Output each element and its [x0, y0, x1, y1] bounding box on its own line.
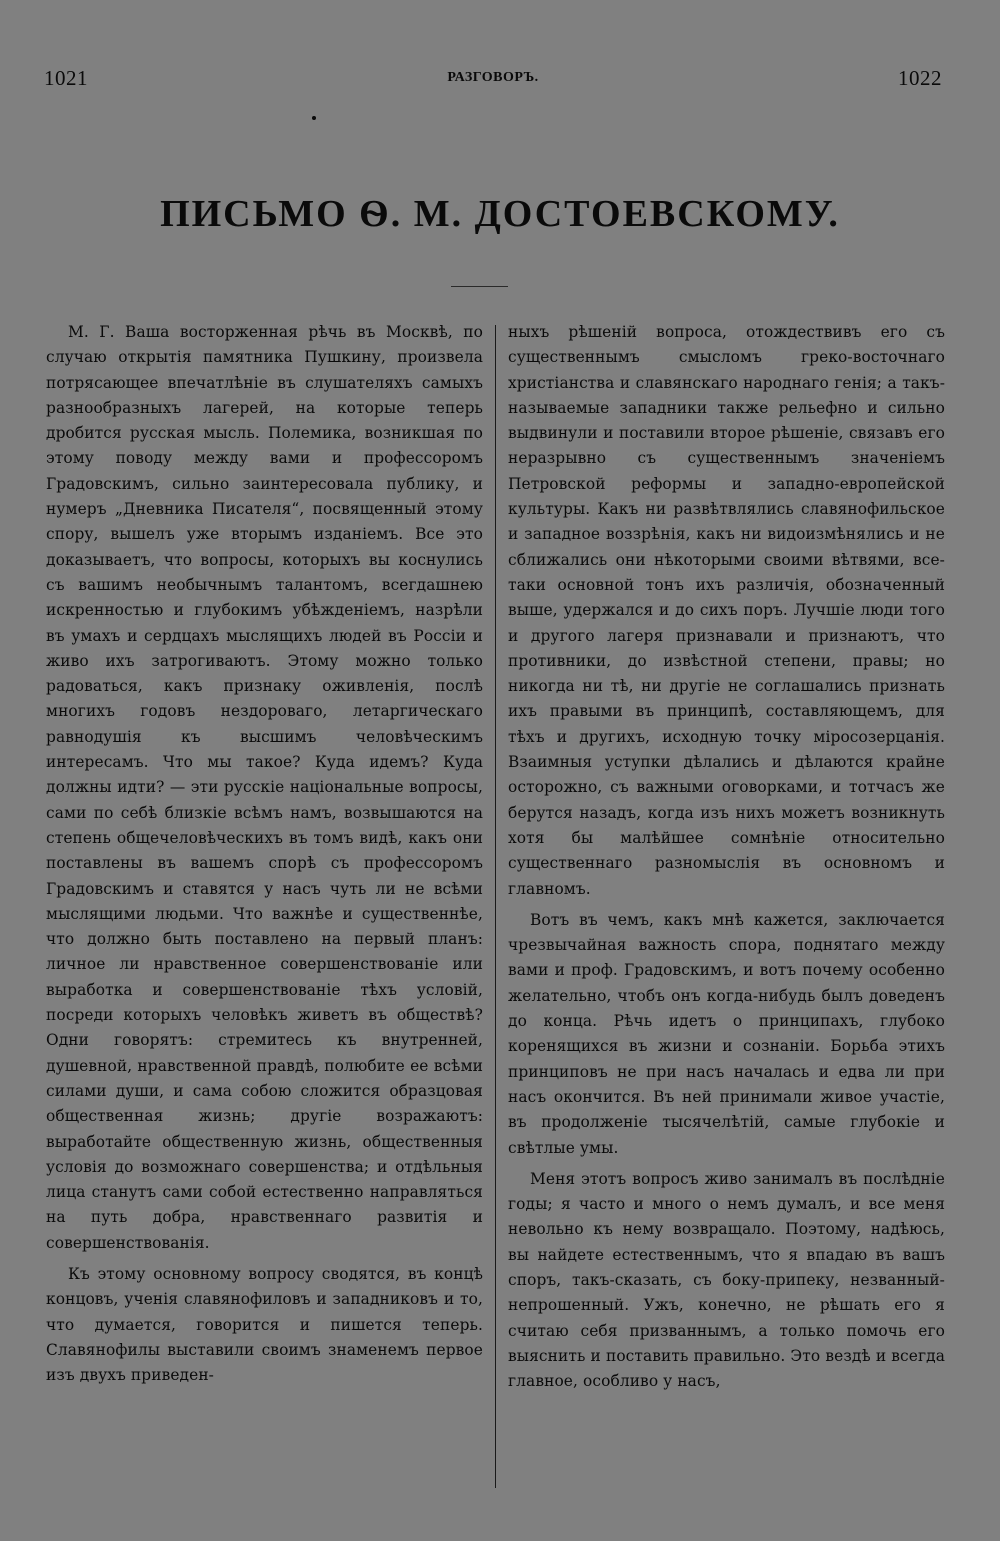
- paragraph: Вотъ въ чемъ, какъ мнѣ кажется, заключается чрезвычайная важность спора, поднятаго между вами и проф. Градовскимъ, и вотъ почему особенно желательно, чтобъ онъ когда-нибудь былъ доведенъ до конца. Рѣчь идетъ о принципахъ, глубоко коренящихся въ жизни и сознаніи. Борьба этихъ принциповъ не при насъ началась и едва ли при насъ окончится. Въ ней принимали живое участіе, въ продолженіе тысячелѣтій, самые глубокіе и свѣтлые умы.: [508, 910, 945, 1157]
- print-speck: [312, 116, 316, 120]
- title-rule: [451, 286, 508, 287]
- left-column: [46, 320, 483, 1394]
- paragraph: ныхъ рѣшеній вопроса, отождествивъ его съ существеннымъ смысломъ греко-восточнаго христіанства и славянскаго народнаго генія; а такъ-называемые западники также рельефно и сильно выдвинули и поставили второе рѣшеніе, связавъ его неразрывно съ существеннымъ значеніемъ Петровской реформы и западно-европейской культуры. Какъ ни развѣтвлялись славянофильское и западное воззрѣнія, какъ ни видоизмѣнялись и не сближались они нѣкоторыми своими вѣтвями, все-таки основной тонъ ихъ различія, обозначенный выше, удержался и до сихъ поръ. Лучшіе люди того и другого лагеря признавали и признаютъ, что противники, до извѣстной степени, правы; но никогда ни тѣ, ни другіе не соглашались признать ихъ правыми въ принципѣ, составляющемъ, для тѣхъ и другихъ, исходную точку міросозерцанія. Взаимныя уступки дѣлались и дѣлаются крайне осторожно, съ важными оговорками, и тотчасъ же берутся назадъ, когда изъ нихъ можетъ возникнуть хотя бы малѣйшее сомнѣніе относительно существеннаго разномыслія въ основномъ и главномъ.: [508, 323, 945, 898]
- paragraph: М. Г. Ваша восторженная рѣчь въ Москвѣ, по случаю открытія памятника Пушкину, произвела потрясающее впечатлѣніе въ слушателяхъ самыхъ разнообразныхъ лагерей, на которые теперь дробится русская мысль. Полемика, возникшая по этому поводу между вами и профессоромъ Градовскимъ, сильно заинтересовала публику, и нумеръ „Дневника Писателя“, посвященный этому спору, вышелъ уже вторымъ изданіемъ. Все это доказываетъ, что вопросы, которыхъ вы коснулись съ вашимъ необычнымъ талантомъ, всегдашнею искренностью и глубокимъ убѣжденіемъ, назрѣли въ умахъ и сердцахъ мыслящихъ людей въ Россіи и живо ихъ затрогиваютъ. Этому можно только радоваться, какъ признаку оживленія, послѣ многихъ годовъ нездороваго, летаргическаго равнодушія къ высшимъ человѣческимъ интересамъ. Что мы такое? Куда идемъ? Куда должны идти? — эти русскіе національные вопросы, сами по себѣ близкіе всѣмъ намъ, возвышаются на степень общечеловѣческихъ въ томъ видѣ, какъ они поставлены въ вашемъ спорѣ съ профессоромъ Градовскимъ и ставятся у насъ чуть ли не всѣми мыслящими людьми. Что важнѣе и существеннѣе, что должно быть поставлено на первый планъ: личное ли нравственное совершенствованіе или выработка и совершенствованіе тѣхъ условій, посреди которыхъ человѣкъ живетъ въ обществѣ? Одни говорятъ: стремитесь къ внутренней, душевной, нравственной правдѣ, полюбите ее всѣми силами души, и сама собою сложится образцовая общественная жизнь; другіе возражаютъ: выработайте общественную жизнь, общественныя условія до возможнаго совершенства; и отдѣльныя лица станутъ сами собой естественно направляться на путь добра, нравственнаго развитія и совершенствованія.: [46, 323, 483, 1252]
- paragraph: Меня этотъ вопросъ живо занималъ въ послѣдніе годы; я часто и много о немъ думалъ, и все меня невольно къ нему возвращало. Поэтому, надѣюсь, вы найдете естественнымъ, что я впадаю въ вашъ споръ, такъ-сказать, съ боку-припеку, незванный-непрошенный. Ужъ, конечно, не рѣшать его я считаю себя призваннымъ, а только помочь его выяснить и поставить правильно. Это вездѣ и всегда главное, особливо у насъ,: [508, 1169, 945, 1391]
- paragraph: Къ этому основному вопросу сводятся, въ концѣ концовъ, ученія славянофиловъ и западниковъ и то, что думается, говорится и пишется теперь. Славянофилы выставили своимъ знаменемъ первое изъ двухъ приведен-: [46, 1264, 483, 1385]
- article-title: ПИСЬМО Ѳ. М. ДОСТОЕВСКОМУ.: [160, 193, 840, 235]
- page-header: [44, 66, 942, 96]
- column-divider: [495, 325, 496, 1488]
- running-title: РАЗГОВОРЪ.: [447, 70, 539, 85]
- page-number-right: 1022: [898, 66, 942, 90]
- right-column: [508, 320, 945, 1400]
- page-number-left: 1021: [44, 66, 88, 90]
